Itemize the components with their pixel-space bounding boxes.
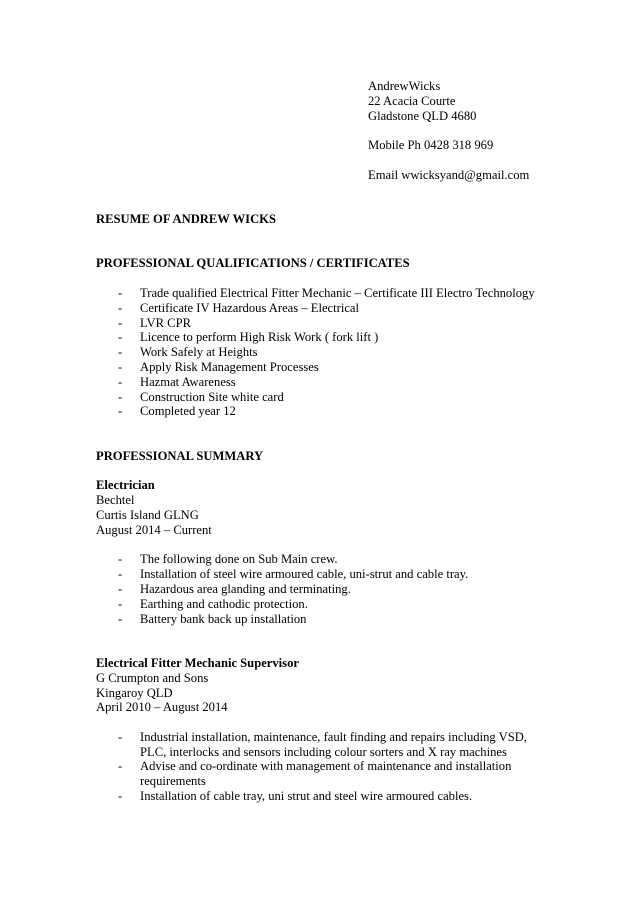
contact-block [368,79,628,183]
job-title: Electrical Fitter Mechanic Supervisor [96,655,299,670]
list-item: - Work Safely at Heights [118,345,616,360]
resume-body [96,212,616,804]
contact-street: 22 Acacia Courte [368,93,456,108]
job-title: Electrician [96,478,155,493]
list-item: - Construction Site white card [118,390,616,405]
job-company: Bechtel [96,493,135,508]
list-item: - Battery bank back up installation [118,612,616,627]
list-item: - Earthing and cathodic protection. [118,597,616,612]
summary-heading: PROFESSIONAL SUMMARY [96,448,264,463]
resume-title: RESUME OF ANDREW WICKS [96,212,276,226]
job-location: Kingaroy QLD [96,685,173,700]
contact-mobile: Mobile Ph 0428 318 969 [368,138,494,153]
job-duties-list [96,730,548,804]
list-item: - LVR CPR [118,316,616,331]
contact-email: Email wwicksyand@gmail.com [368,167,530,182]
list-item: - Advise and co-ordinate with management of maintenance and installation requirements [118,759,548,789]
contact-city: Gladstone QLD 4680 [368,108,477,123]
list-item: - Hazardous area glanding and terminating. [118,582,616,597]
job-duties-list [96,552,616,626]
list-item: - Hazmat Awareness [118,375,616,390]
job-dates: August 2014 – Current [96,522,212,537]
list-item: - Licence to perform High Risk Work ( fork lift ) [118,330,616,345]
list-item: - Installation of steel wire armoured cable, uni-strut and cable tray. [118,567,616,582]
job-location: Curtis Island GLNG [96,507,199,522]
list-item: - Completed year 12 [118,404,616,419]
job-company: G Crumpton and Sons [96,670,209,685]
qualifications-heading: PROFESSIONAL QUALIFICATIONS / CERTIFICATES [96,256,410,271]
list-item: - Installation of cable tray, uni strut and steel wire armoured cables. [118,789,548,804]
contact-name: AndrewWicks [368,79,441,93]
list-item: - Apply Risk Management Processes [118,360,616,375]
list-item: - Industrial installation, maintenance, fault finding and repairs including VSD, PLC, interlocks and sensors including colour sorters and X ray machines [118,730,548,760]
qualifications-list [96,286,616,419]
list-item: - The following done on Sub Main crew. [118,552,616,567]
job-dates: April 2010 – August 2014 [96,700,228,715]
list-item: - Trade qualified Electrical Fitter Mechanic – Certificate III Electro Technology [118,286,616,301]
list-item: - Certificate IV Hazardous Areas – Electrical [118,301,616,316]
